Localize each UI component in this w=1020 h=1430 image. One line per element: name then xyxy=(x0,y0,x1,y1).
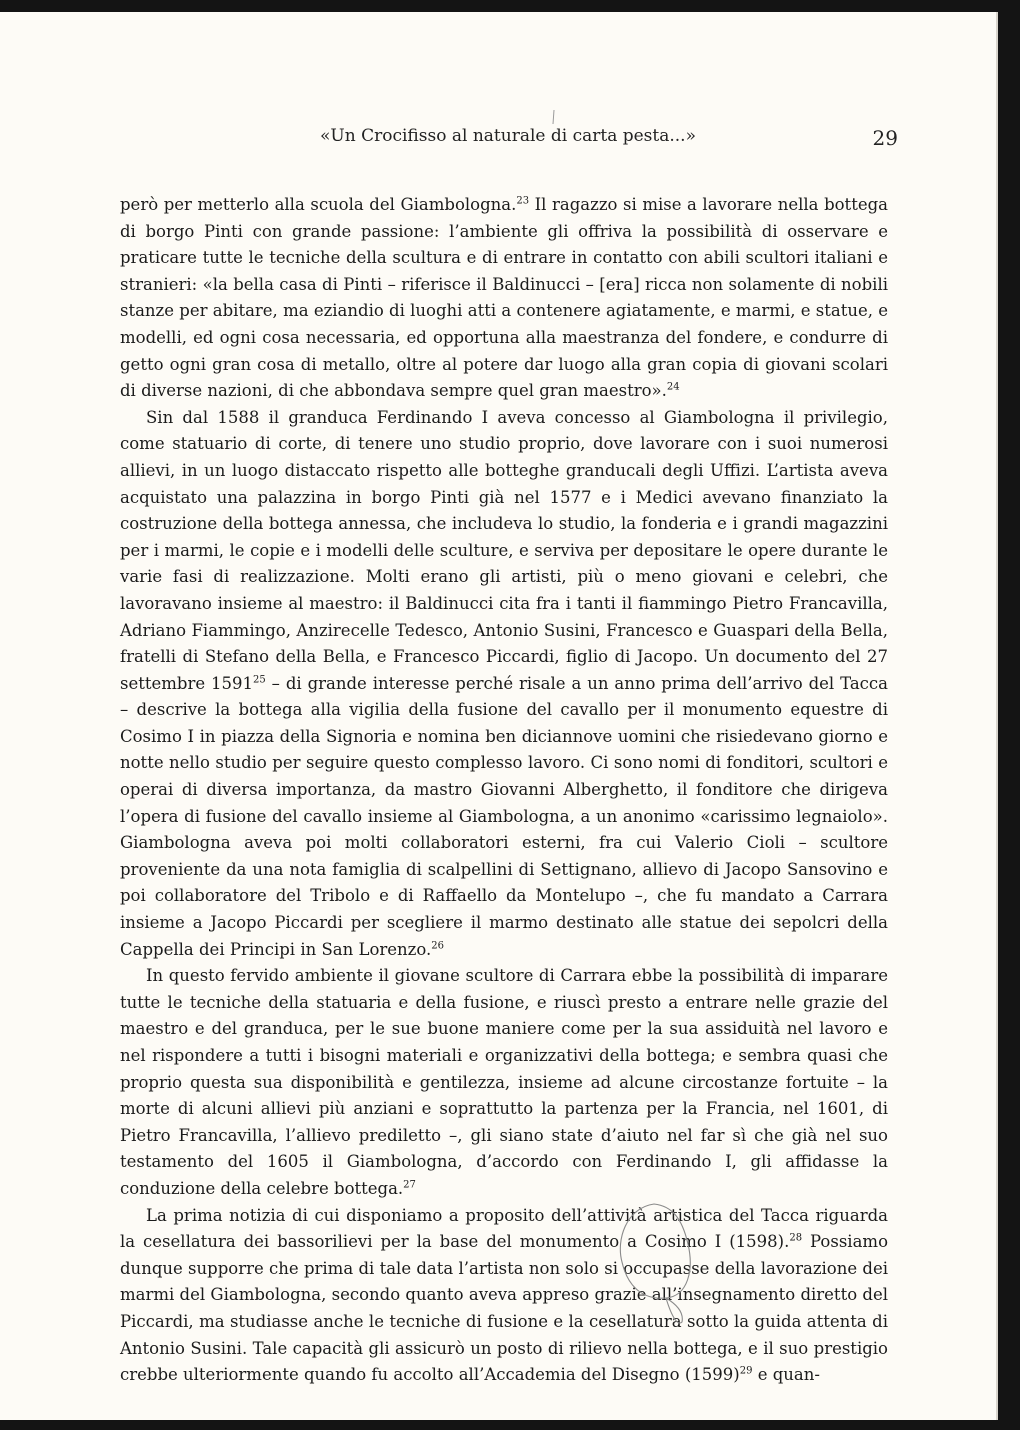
body-paragraph xyxy=(120,963,888,1202)
footnote-ref: 26 xyxy=(431,940,444,952)
text-segment: Possiamo dunque supporre che prima di tale data l’artista non solo si occupasse della lavorazione dei marmi del Giambologna, secondo quanto aveva appreso grazie all’insegnamento diretto del Piccardi, ma studiasse anche le tecniche di fusione e la cesellatura sotto la guida attenta di Antonio Susini. Tale capacità gli assicurò un posto di rilievo nella bottega, e il suo prestigio crebbe ulteriormente quando fu accolto all’Accademia del Disegno (1599) xyxy=(120,1232,888,1385)
footnote-ref: 23 xyxy=(516,195,530,207)
footnote-ref: 29 xyxy=(739,1365,753,1377)
body-paragraph xyxy=(120,192,888,405)
footnote-ref: 24 xyxy=(666,381,680,393)
pencil-circle-annotation xyxy=(614,1200,694,1326)
page-number: 29 xyxy=(872,126,898,150)
text-segment: Il ragazzo si mise a lavorare nella bottega di borgo Pinti con grande passione: l’ambiente gli offriva la possibilità di osservare e praticare tutte le tecniche della scultura e di entrare in contatto con abili scultori italiani e stranieri: «la bella casa di Pinti – riferisce il Baldinucci – [era] ricca non solamente di nobili stanze per abitare, ma eziandio di luoghi atti a contenere agiatamente, e marmi, e statue, e modelli, ed ogni cosa necessaria, ed opportuna alla maestranza del fondere, e condurre di getto ogni gran cosa di metallo, oltre al potere dar luogo alla gran copia di giovani scolari di diverse nazioni, di che abbondava sempre quel gran maestro». xyxy=(120,195,888,401)
pencil-tick-mark xyxy=(552,110,555,124)
body-text xyxy=(120,192,888,1389)
text-segment: In questo fervido ambiente il giovane scultore di Carrara ebbe la possibilità di imparare tutte le tecniche della statuaria e della fusione, e riuscì presto a entrare nelle grazie del maestro e del granduca, per le sue buone maniere come per la sua assiduità nel lavoro e nel rispondere a tutti i bisogni materiali e organizzativi della bottega; e sembra quasi che proprio questa sua disponibilità e gentilezza, insieme ad alcune circostanze fortuite – la morte di alcuni allievi più anziani e soprattutto la partenza per la Francia, nel 1601, di Pietro Francavilla, l’allievo prediletto –, gli siano state d’aiuto nel far sì che già nel suo testamento del 1605 il Giambologna, d’accordo con Ferdinando I, gli affidasse la conduzione della celebre bottega. xyxy=(120,966,888,1198)
footnote-ref: 27 xyxy=(403,1179,416,1191)
running-title: «Un Crocifisso al naturale di carta pesta...» xyxy=(320,126,696,146)
text-segment: – di grande interesse perché risale a un anno prima dell’arrivo del Tacca – descrive la bottega alla vigilia della fusione del cavallo per il monumento equestre di Cosimo I in piazza della Signoria e nomina ben diciannove uomini che risiedevano giorno e notte nello studio per seguire questo complesso lavoro. Ci sono nomi di fonditori, scultori e operai di diversa importanza, da mastro Giovanni Alberghetto, il fonditore che dirigeva l’opera di fusione del cavallo insieme al Giambologna, a un anonimo «carissimo legnaiolo». Giambologna aveva poi molti collaboratori esterni, fra cui Valerio Cioli – scultore proveniente da una nota famiglia di scalpellini di Settignano, allievo di Jacopo Sansovino e poi collaboratore del Tribolo e di Raffaello da Montelupo –, che fu mandato a Carrara insieme a Jacopo Piccardi per scegliere il marmo destinato alle statue dei sepolcri della Cappella dei Principi in San Lorenzo. xyxy=(120,673,889,959)
footnote-ref: 25 xyxy=(253,674,266,686)
text-segment: Sin dal 1588 il granduca Ferdinando I aveva concesso al Giambologna il privilegio, come statuario di corte, di tenere uno studio proprio, dove lavorare con i suoi numerosi allievi, in un luogo distaccato rispetto alle botteghe granducali degli Uffizi. L’artista aveva acquistato una palazzina in borgo Pinti già nel 1577 e i Medici avevano finanziato la costruzione della bottega annessa, che includeva lo studio, la fonderia e i grandi magazzini per i marmi, le copie e i modelli delle sculture, e serviva per depositare le opere durante le varie fasi di realizzazione. Molti erano gli artisti, più o meno giovani e celebri, che lavoravano insieme al maestro: il Baldinucci cita fra i tanti il fiammingo Pietro Francavilla, Adriano Fiammingo, Anzirecelle Tedesco, Antonio Susini, Francesco e Guaspari della Bella, fratelli di Stefano della Bella, e Francesco Piccardi, figlio di Jacopo. Un documento del 27 settembre 1591 xyxy=(120,407,888,693)
text-segment: La prima notizia di cui disponiamo a proposito dell’attività artistica del Tacca riguarda la cesellatura dei bassorilievi per la base del monumento a Cosimo I (1598). xyxy=(120,1205,888,1252)
body-paragraph xyxy=(120,405,888,963)
text-segment: e quan- xyxy=(752,1365,820,1385)
book-page xyxy=(0,12,998,1420)
page-header xyxy=(118,116,898,156)
body-paragraph xyxy=(120,1203,888,1389)
footnote-ref: 28 xyxy=(789,1232,803,1244)
text-segment: però per metterlo alla scuola del Giambologna. xyxy=(120,195,517,214)
